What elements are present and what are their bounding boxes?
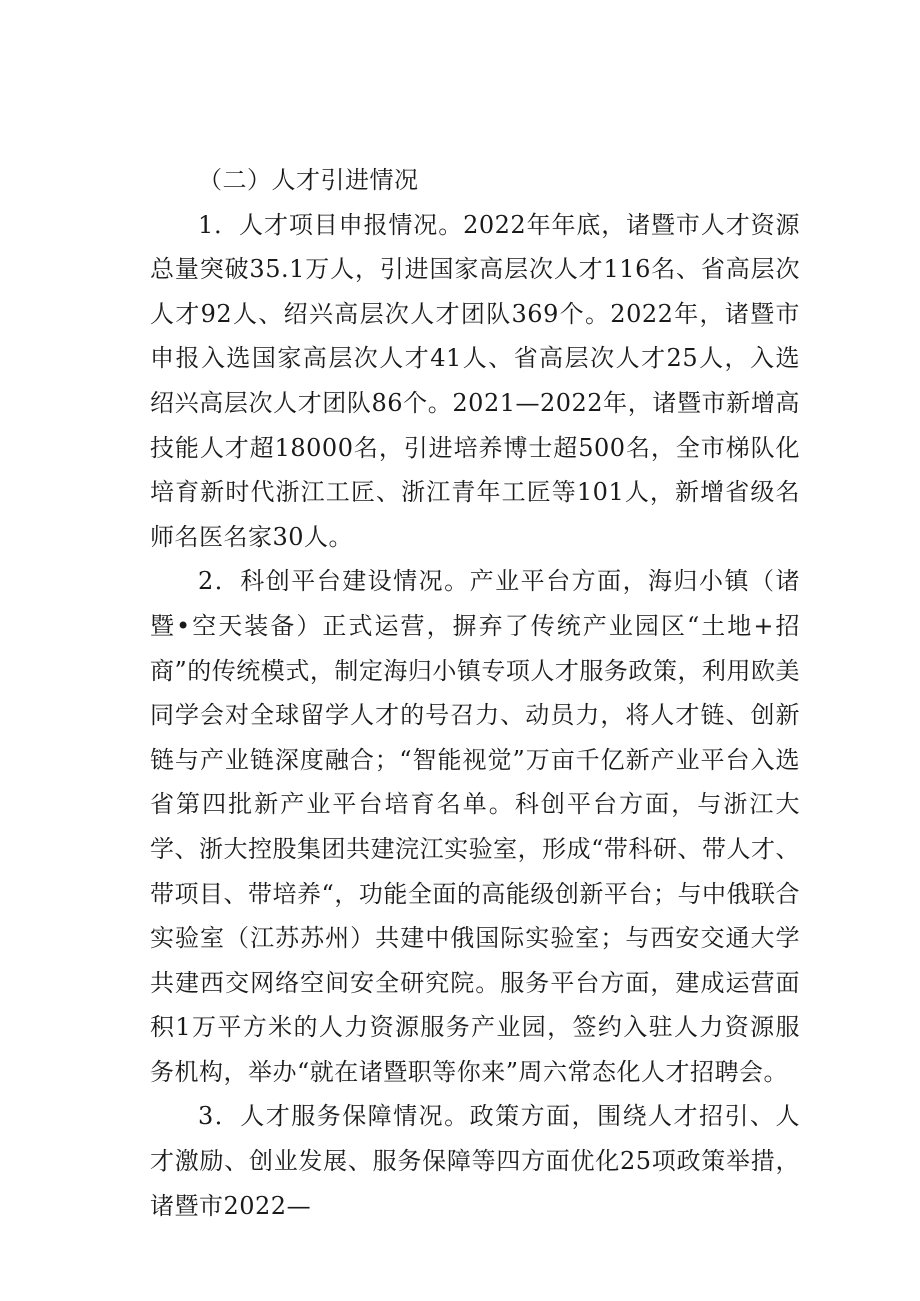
paragraph-lead-3: 3．人才服务保障情况。 (198, 1102, 470, 1131)
paragraph-innovation-platform (150, 559, 800, 1094)
paragraph-text-3: 政策方面，围绕人才招引、人才激励、创业发展、服务保障等四方面优化25项政策举措，诸暨市2022— (150, 1102, 800, 1220)
paragraph-lead-1: 1．人才项目申报情况。 (198, 210, 464, 239)
paragraph-text-1: 2022年年底，诸暨市人才资源总量突破35.1万人，引进国家高层次人才116名、省高层次人才92人、绍兴高层次人才团队369个。2022年，诸暨市申报入选国家高层次人才41人、省高层次人才25人，入选绍兴高层次人才团队86个。2021—2022年，诸暨市新增高技能人才超18000名，引进培养博士超500名，全市梯队化培育新时代浙江工匠、浙江青年工匠等101人，新增省级名师名医名家30人。 (150, 210, 800, 551)
paragraph-lead-2: 2．科创平台建设情况。 (198, 567, 470, 596)
section-heading: （二）人才引进情况 (198, 166, 419, 194)
paragraph-text-2: 产业平台方面，海归小镇（诸暨•空天装备）正式运营，摒弃了传统产业园区“土地+招商”的传统模式，制定海归小镇专项人才服务政策，利用欧美同学会对全球留学人才的号召力、动员力，将人才链、创新链与产业链深度融合；“智能视觉”万亩千亿新产业平台入选省第四批新产业平台培育名单。科创平台方面，与浙江大学、浙大控股集团共建浣江实验室，形成“带科研、带人才、带项目、带培养“，功能全面的高能级创新平台；与中俄联合实验室（江苏苏州）共建中俄国际实验室；与西安交通大学共建西交网络空间安全研究院。服务平台方面，建成运营面积1万平方米的人力资源服务产业园，签约入驻人力资源服务机构，举办“就在诸暨职等你来”周六常态化人才招聘会。 (150, 567, 800, 1086)
document-body (150, 158, 800, 1228)
paragraph-talent-service (150, 1094, 800, 1228)
paragraph-talent-project-application (150, 203, 800, 560)
